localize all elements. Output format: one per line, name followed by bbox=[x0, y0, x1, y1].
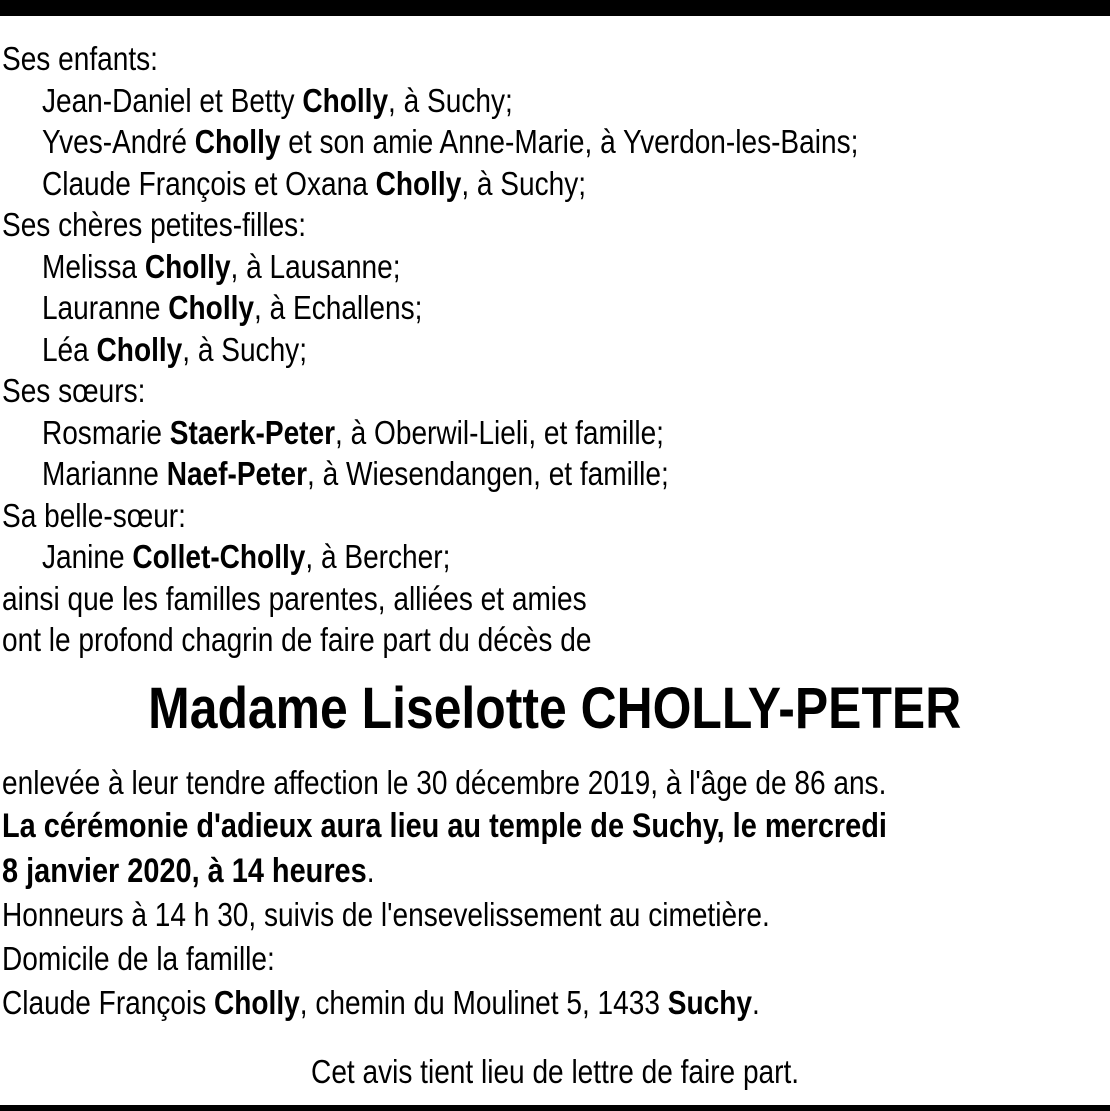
relatives-line: ainsi que les familles parentes, alliées et amies bbox=[2, 579, 587, 617]
ceremony-date-line: 8 janvier 2020, à 14 heures. bbox=[2, 852, 375, 890]
footer-note: Cet avis tient lieu de lettre de faire part. bbox=[310, 1053, 800, 1090]
passing-line: enlevée à leur tendre affection le 30 décembre 2019, à l'âge de 86 ans. bbox=[2, 764, 887, 801]
child-entry: Yves-André Cholly et son amie Anne-Marie, à Yverdon-les-Bains; bbox=[41, 123, 859, 160]
family-list bbox=[2, 38, 1099, 661]
granddaughter-entry: Lauranne Cholly, à Echallens; bbox=[41, 289, 423, 326]
domicile-address: Claude François Cholly, chemin du Moulinet 5, 1433 Suchy. bbox=[2, 984, 760, 1021]
sisters-heading: Ses sœurs: bbox=[2, 372, 146, 409]
granddaughter-entry: Melissa Cholly, à Lausanne; bbox=[41, 247, 401, 285]
granddaughter-entry: Léa Cholly, à Suchy; bbox=[41, 330, 308, 368]
sister-entry: Marianne Naef-Peter, à Wiesendangen, et famille; bbox=[41, 455, 669, 492]
sister-entry: Rosmarie Staerk-Peter, à Oberwil-Lieli, et famille; bbox=[41, 413, 664, 451]
children-heading: Ses enfants: bbox=[2, 40, 158, 77]
granddaughters-heading: Ses chères petites-filles: bbox=[2, 206, 307, 243]
details-block bbox=[2, 760, 887, 1024]
sister-in-law-heading: Sa belle-sœur: bbox=[2, 496, 186, 534]
child-entry: Claude François et Oxana Cholly, à Suchy; bbox=[41, 164, 587, 202]
honours-line: Honneurs à 14 h 30, suivis de l'ensevelissement au cimetière. bbox=[2, 896, 770, 933]
top-rule bbox=[0, 0, 1110, 16]
ceremony-line: La cérémonie d'adieux aura lieu au temple de Suchy, le mercredi bbox=[2, 807, 887, 845]
domicile-heading: Domicile de la famille: bbox=[2, 940, 275, 977]
announcement-line: ont le profond chagrin de faire part du décès de bbox=[2, 621, 592, 658]
sister-in-law-entry: Janine Collet-Cholly, à Bercher; bbox=[41, 538, 451, 575]
bottom-rule bbox=[0, 1105, 1110, 1111]
deceased-name: Madame Liselotte CHOLLY-PETER bbox=[148, 676, 962, 741]
child-entry: Jean-Daniel et Betty Cholly, à Suchy; bbox=[41, 81, 513, 119]
